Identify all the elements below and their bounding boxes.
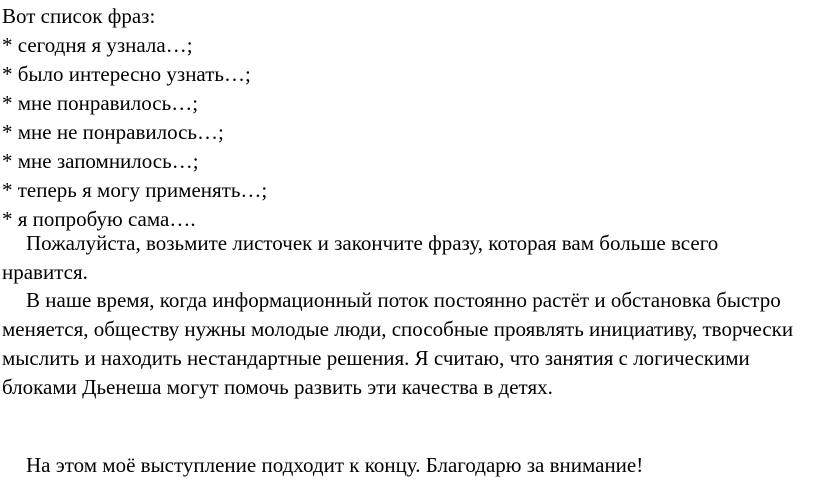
phrase-item: * теперь я могу применять…; xyxy=(2,178,268,202)
phrase-item: * мне запомнилось…; xyxy=(2,149,199,173)
instruction-paragraph: Пожалуйста, возьмите листочек и закончите фразу, которая вам больше всего нравится. xyxy=(2,231,719,284)
phrase-item: * было интересно узнать…; xyxy=(2,62,251,86)
phrase-item: * мне понравилось…; xyxy=(2,91,199,115)
phrase-item: * мне не понравилось…; xyxy=(2,120,224,144)
phrase-item: * я попробую сама…. xyxy=(2,207,196,231)
body-paragraph: В наше время, когда информационный поток постоянно растёт и обстановка быстро меняется, обществу нужны молодые люди, способные проявлять инициативу, творчески мыслить и находить нестандартные решения. Я считаю, что занятия с логическими блоками Дьенеша могут помочь развить эти качества в детях. xyxy=(2,288,794,399)
closing-paragraph: На этом моё выступление подходит к концу. Благодарю за внимание! xyxy=(26,453,644,477)
phrase-item: * сегодня я узнала…; xyxy=(2,33,193,57)
intro-line: Вот список фраз: xyxy=(2,4,156,28)
